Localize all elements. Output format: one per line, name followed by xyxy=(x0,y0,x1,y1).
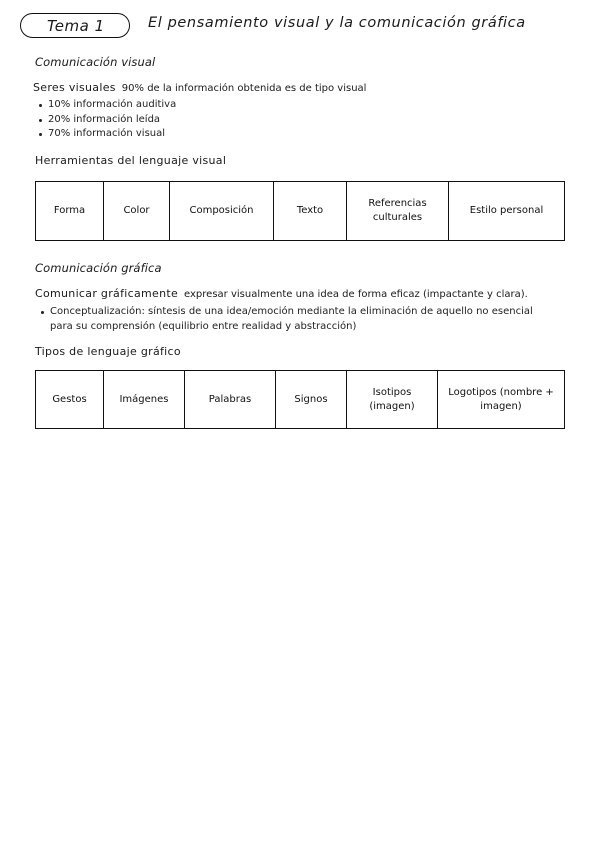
table-cell: Texto xyxy=(274,182,347,241)
subheading-graphic-language-types: Tipos de lenguaje gráfico xyxy=(35,345,181,358)
topic-badge xyxy=(20,13,130,38)
lead-line-visual-beings xyxy=(33,81,366,94)
lead-term: Seres visuales xyxy=(33,81,116,94)
lead-text: expresar visualmente una idea de forma eficaz (impactante y clara). xyxy=(184,289,528,300)
table-cell: Palabras xyxy=(185,371,276,429)
table-cell: Forma xyxy=(36,182,104,241)
table-cell: Gestos xyxy=(36,371,104,429)
graphic-language-table xyxy=(35,370,565,429)
subheading-visual-tools: Herramientas del lenguaje visual xyxy=(35,154,227,167)
table-cell: Imágenes xyxy=(104,371,185,429)
table-cell: Color xyxy=(104,182,170,241)
lead-text: 90% de la información obtenida es de tipo visual xyxy=(121,83,367,94)
table-cell: Estilo personal xyxy=(449,182,565,241)
section-title-graphic-communication: Comunicación gráfica xyxy=(35,261,162,275)
info-percentages-list xyxy=(33,98,573,142)
table-cell: Referencias culturales xyxy=(347,182,449,241)
table-cell: Logotipos (nombre + imagen) xyxy=(438,371,565,429)
lead-term: Comunicar gráficamente xyxy=(35,287,179,300)
table-row xyxy=(36,371,565,429)
table-row xyxy=(36,182,565,241)
conceptualization-list xyxy=(35,305,545,334)
table-cell: Composición xyxy=(170,182,274,241)
table-cell: Isotipos (imagen) xyxy=(347,371,438,429)
list-item: 20% información leída xyxy=(33,113,573,128)
list-item: 10% información auditiva xyxy=(33,98,573,113)
section-title-visual-communication: Comunicación visual xyxy=(35,55,156,69)
list-item: 70% información visual xyxy=(33,127,573,142)
topic-label: Tema 1 xyxy=(47,16,105,35)
visual-tools-table xyxy=(35,181,565,241)
lead-line-communicate-graphically xyxy=(35,287,528,300)
page-title: El pensamiento visual y la comunicación gráfica xyxy=(148,15,526,31)
list-item: Conceptualización: síntesis de una idea/emoción mediante la eliminación de aquello no esencial para su comprensión (equilibrio entre realidad y abstracción) xyxy=(35,305,545,334)
table-cell: Signos xyxy=(276,371,347,429)
